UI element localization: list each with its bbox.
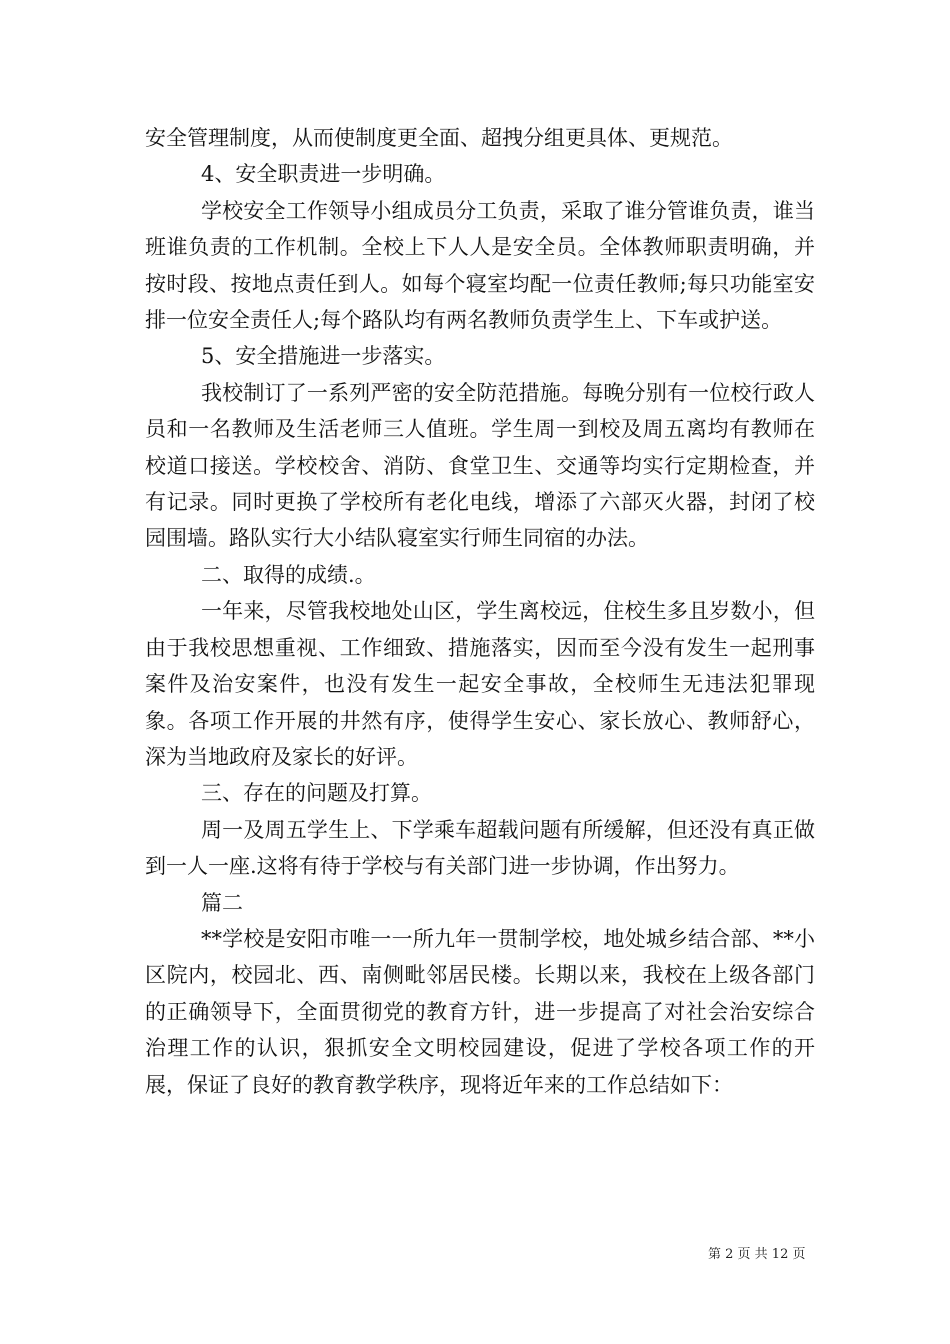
paragraph: 周一及周五学生上、下学乘车超载问题有所缓解，但还没有真正做到一人一座.这将有待于学校与有关部门进一步协调，作出努力。 (145, 817, 815, 879)
section-heading: 篇二 (201, 890, 243, 915)
page-number: 第 2 页 共 12 页 (708, 1247, 806, 1262)
paragraph: **学校是安阳市唯一一所九年一贯制学校，地处城乡结合部、**小区院内，校园北、西、南侧毗邻居民楼。长期以来，我校在上级各部门的正确领导下，全面贯彻党的教育方针，进一步提高了对社会治安综合治理工作的认识，狠抓安全文明校园建设，促进了学校各项工作的开展，保证了良好的教育教学秩序，现将近年来的工作总结如下： (145, 926, 815, 1097)
paragraph: 安全管理制度，从而使制度更全面、超拽分组更具体、更规范。 (145, 126, 733, 150)
section-heading: 4、安全职责进一步明确。 (201, 162, 446, 187)
paragraph: 学校安全工作领导小组成员分工负责，采取了谁分管谁负责，谁当班谁负责的工作机制。全校上下人人是安全员。全体教师职责明确，并按时段、按地点责任到人。如每个寝室均配一位责任教师;每只功能室安排一位安全责任人;每个路队均有两名教师负责学生上、下车或护送。 (145, 198, 815, 333)
section-heading: 5、安全措施进一步落实。 (201, 344, 446, 369)
section-heading: 二、取得的成绩.。 (201, 562, 376, 587)
section-heading: 三、存在的问题及打算。 (201, 781, 432, 806)
document-body (145, 120, 815, 1103)
paragraph: 我校制订了一系列严密的安全防范措施。每晚分别有一位校行政人员和一名教师及生活老师三人值班。学生周一到校及周五离均有教师在校道口接送。学校校舍、消防、食堂卫生、交通等均实行定期检查，并有记录。同时更换了学校所有老化电线，增添了六部灭火器，封闭了校园围墙。路队实行大小结队寝室实行师生同宿的办法。 (145, 380, 815, 551)
paragraph: 一年来，尽管我校地处山区，学生离校远，住校生多且岁数小，但由于我校思想重视、工作细致、措施落实，因而至今没有发生一起刑事案件及治安案件，也没有发生一起安全事故，全校师生无违法犯罪现象。各项工作开展的井然有序，使得学生安心、家长放心、教师舒心，深为当地政府及家长的好评。 (145, 599, 815, 769)
